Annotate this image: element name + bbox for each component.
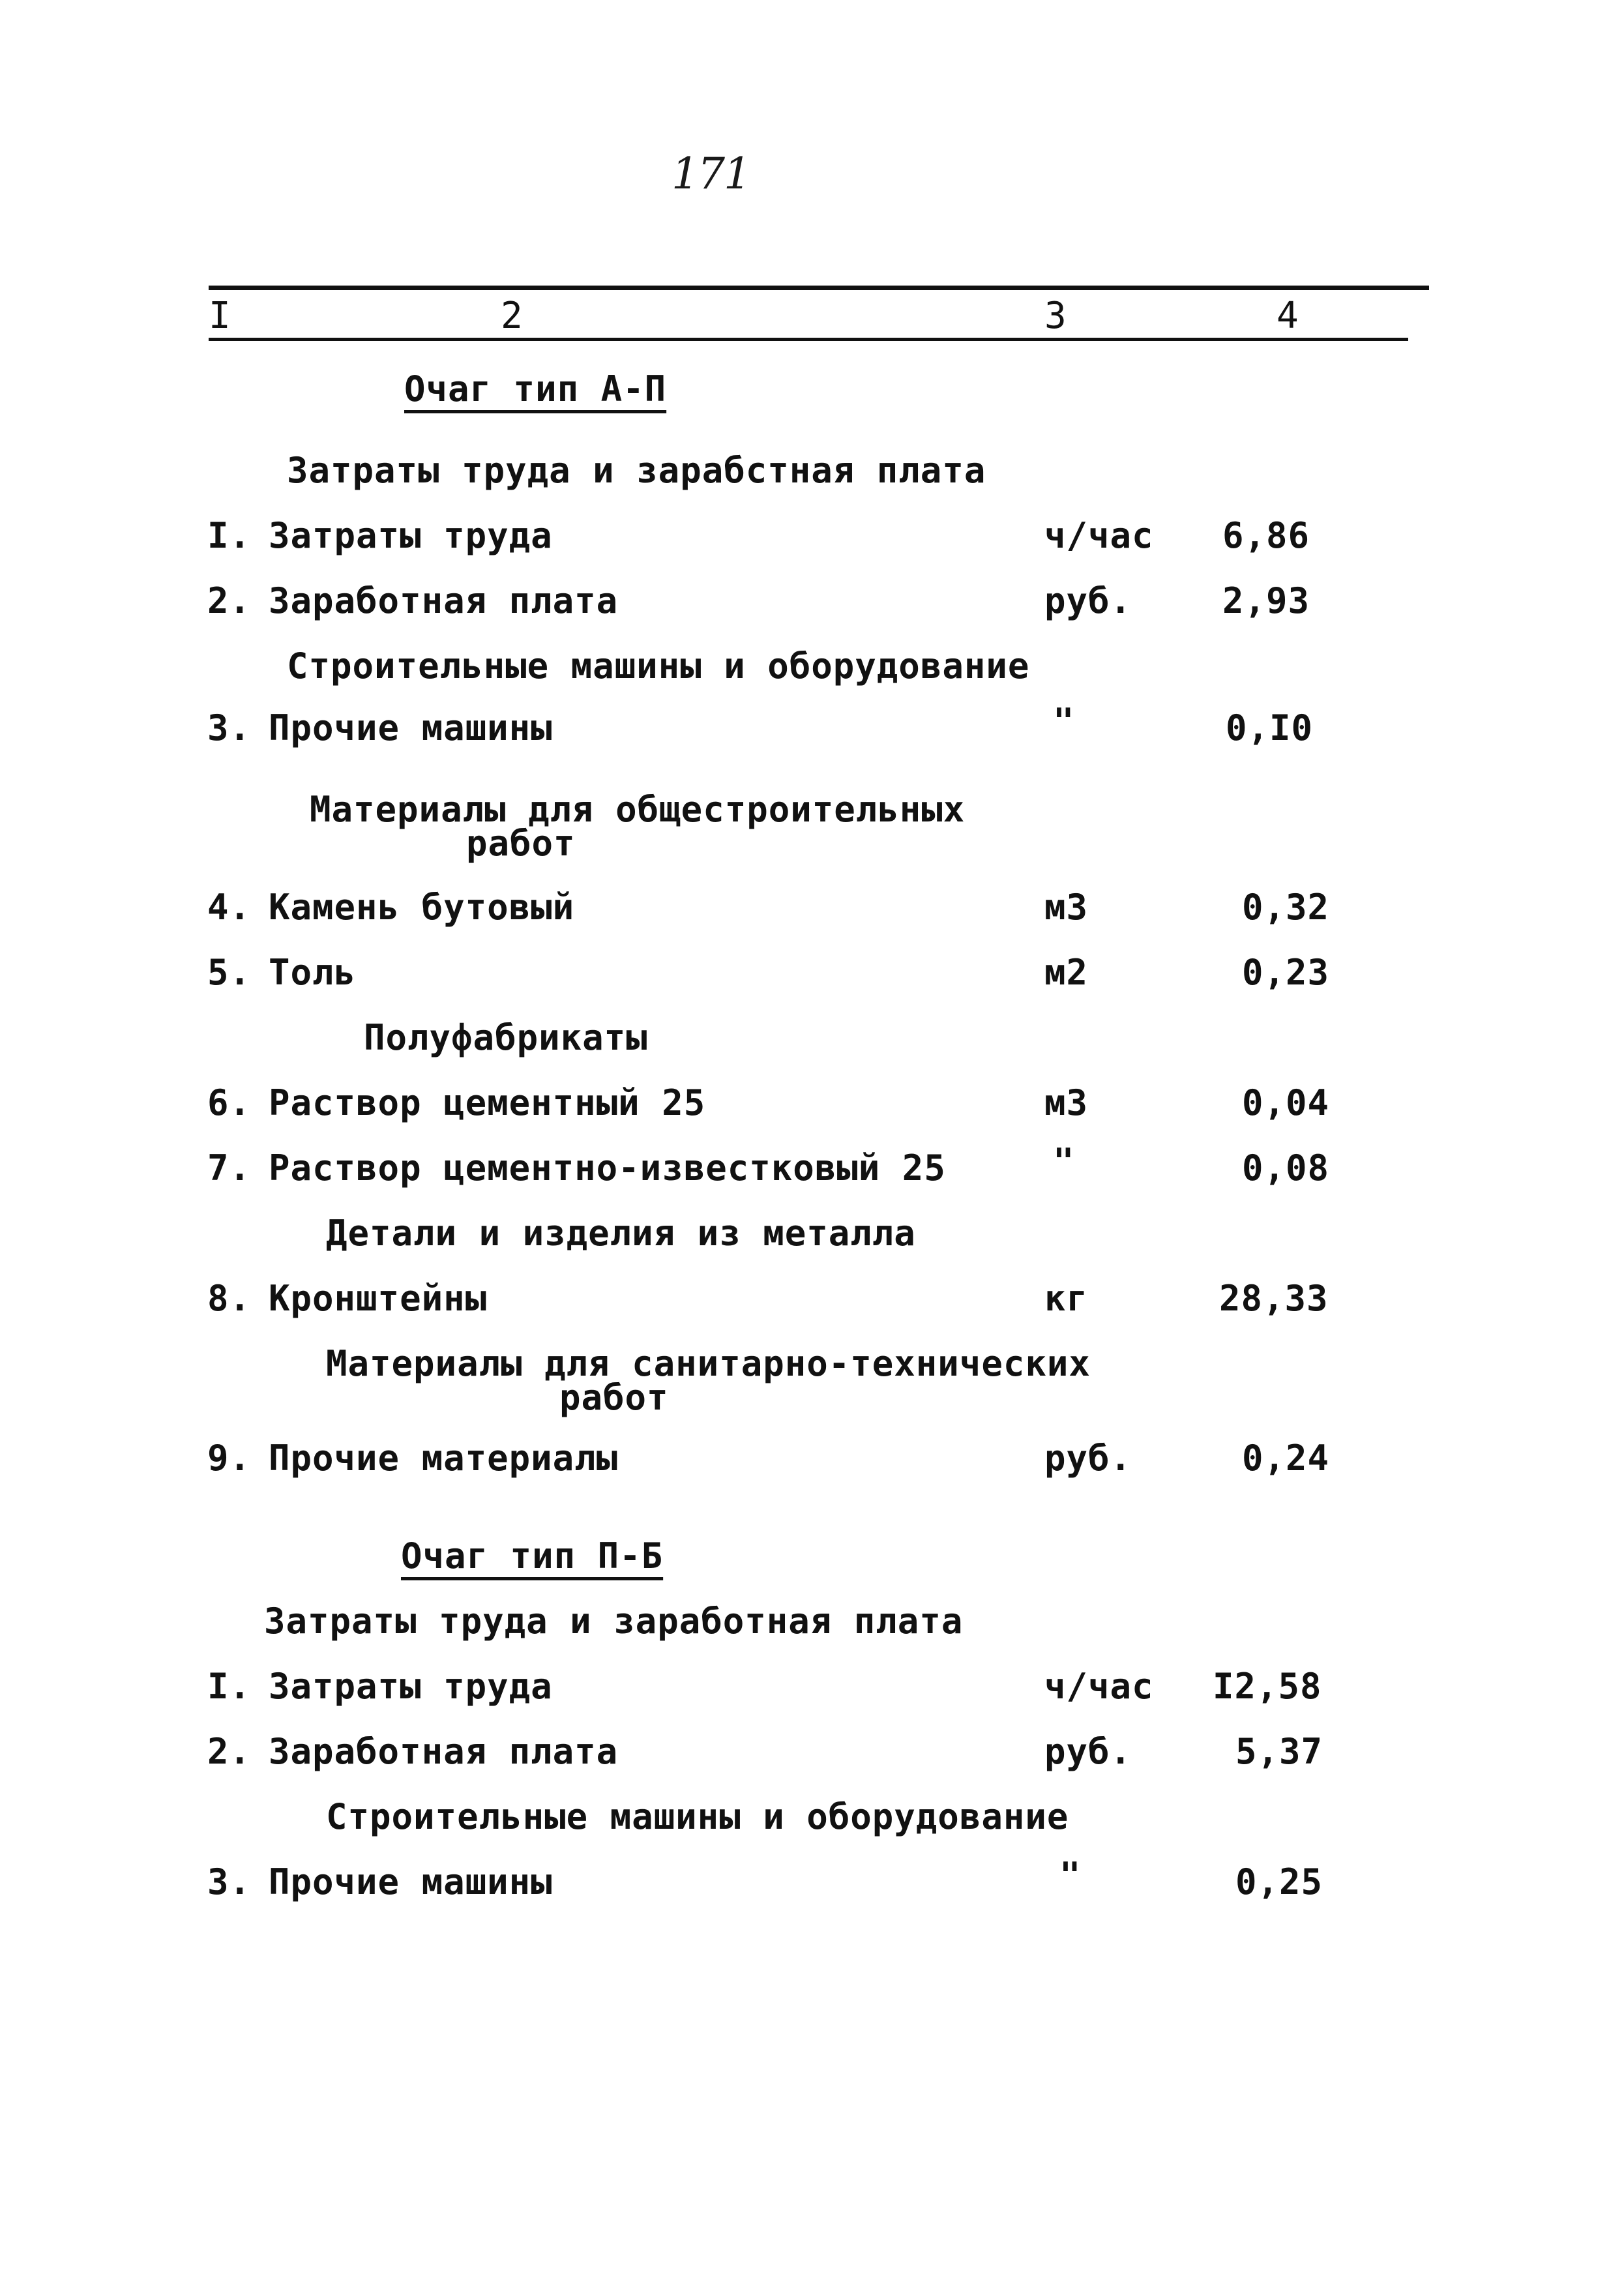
block-a-title: Очаг тип А-П bbox=[404, 368, 667, 409]
block-b-section-labor: Затраты труда и заработная плата bbox=[264, 1601, 964, 1642]
row-name: Заработная плата bbox=[269, 580, 619, 621]
row-name: Прочие машины bbox=[269, 1861, 553, 1902]
table-header-rule bbox=[209, 338, 1408, 341]
row-value: 0,04 bbox=[1242, 1082, 1330, 1123]
row-value: 0,08 bbox=[1242, 1147, 1330, 1189]
block-a-section-materials-cont: работ bbox=[466, 823, 576, 864]
row-number: 3. bbox=[207, 707, 252, 748]
row-value: 0,32 bbox=[1242, 887, 1330, 928]
row-unit-ditto: " bbox=[1053, 1141, 1075, 1182]
block-a-section-materials: Материалы для общестроительных bbox=[310, 789, 966, 830]
row-value: 0,23 bbox=[1242, 952, 1330, 993]
row-unit: м3 bbox=[1044, 1082, 1089, 1123]
row-value: 0,25 bbox=[1235, 1861, 1323, 1902]
row-name: Затраты труда bbox=[269, 515, 553, 556]
column-header-1: I bbox=[209, 295, 231, 337]
row-number: 8. bbox=[207, 1278, 252, 1319]
row-number: 9. bbox=[207, 1438, 252, 1479]
block-b-section-machines: Строительные машины и оборудование bbox=[326, 1796, 1069, 1837]
row-value: 6,86 bbox=[1222, 515, 1310, 556]
table-top-rule bbox=[209, 286, 1429, 290]
block-a-section-metal: Детали и изделия из металла bbox=[326, 1213, 916, 1254]
row-number: 2. bbox=[207, 580, 252, 621]
row-name: Затраты труда bbox=[269, 1666, 553, 1707]
block-b-title: Очаг тип П-Б bbox=[401, 1535, 664, 1576]
column-header-4: 4 bbox=[1277, 295, 1299, 337]
row-number: I. bbox=[207, 515, 252, 556]
block-a-section-machines: Строительные машины и оборудование bbox=[287, 645, 1030, 687]
row-unit: кг bbox=[1044, 1278, 1089, 1319]
row-value: I2,58 bbox=[1213, 1666, 1322, 1707]
row-name: Кронштейны bbox=[269, 1278, 488, 1319]
row-unit: руб. bbox=[1044, 580, 1132, 621]
row-value: 28,33 bbox=[1219, 1278, 1329, 1319]
row-unit: руб. bbox=[1044, 1438, 1132, 1479]
row-value: 2,93 bbox=[1222, 580, 1310, 621]
row-unit-ditto: " bbox=[1059, 1855, 1082, 1896]
row-name: Камень бутовый bbox=[269, 887, 575, 928]
row-unit: м2 bbox=[1044, 952, 1089, 993]
row-value: 0,I0 bbox=[1226, 707, 1314, 748]
row-unit: руб. bbox=[1044, 1731, 1132, 1772]
row-number: 2. bbox=[207, 1731, 252, 1772]
row-number: 5. bbox=[207, 952, 252, 993]
page-number: 171 bbox=[672, 149, 750, 199]
row-number: 7. bbox=[207, 1147, 252, 1189]
row-name: Заработная плата bbox=[269, 1731, 619, 1772]
row-value: 5,37 bbox=[1235, 1731, 1323, 1772]
block-a-section-labor: Затраты труда и зарабстная плата bbox=[287, 450, 986, 491]
row-unit: ч/час bbox=[1044, 1666, 1154, 1707]
row-name: Прочие материалы bbox=[269, 1438, 619, 1479]
row-unit: м3 bbox=[1044, 887, 1089, 928]
block-a-section-semifinished: Полуфабрикаты bbox=[364, 1017, 648, 1058]
block-a-section-sanitary-cont: работ bbox=[559, 1377, 669, 1418]
block-a-section-sanitary: Материалы для санитарно-технических bbox=[326, 1343, 1091, 1384]
row-name: Раствор цементно-известковый 25 bbox=[269, 1147, 946, 1189]
row-number: 3. bbox=[207, 1861, 252, 1902]
row-unit-ditto: " bbox=[1053, 701, 1075, 742]
column-header-3: 3 bbox=[1044, 295, 1067, 337]
row-value: 0,24 bbox=[1242, 1438, 1330, 1479]
row-unit: ч/час bbox=[1044, 515, 1154, 556]
row-name: Раствор цементный 25 bbox=[269, 1082, 706, 1123]
row-name: Толь bbox=[269, 952, 357, 993]
row-number: 4. bbox=[207, 887, 252, 928]
row-number: I. bbox=[207, 1666, 252, 1707]
column-header-2: 2 bbox=[501, 295, 523, 337]
row-number: 6. bbox=[207, 1082, 252, 1123]
row-name: Прочие машины bbox=[269, 707, 553, 748]
